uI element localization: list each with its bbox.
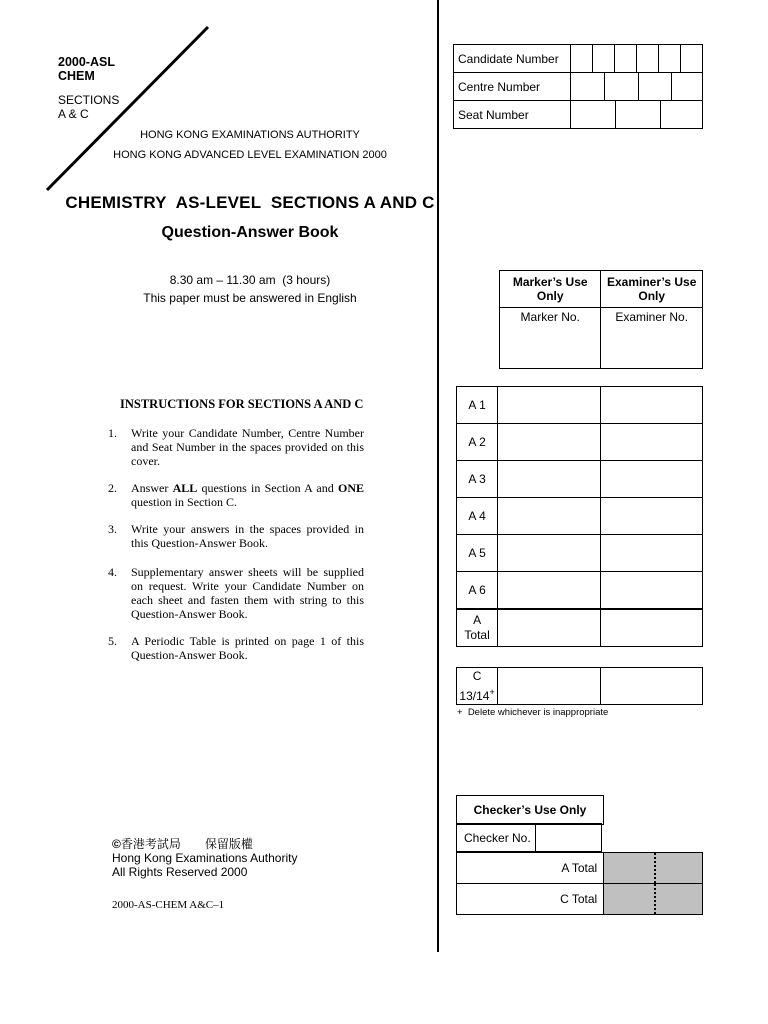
score-label: A 4 xyxy=(457,498,498,535)
score-label: A 2 xyxy=(457,424,498,461)
dotted-divider xyxy=(654,853,656,883)
examiner-score-cell[interactable] xyxy=(600,461,702,498)
marker-a-total-cell[interactable] xyxy=(498,609,600,647)
checker-c-total-label: C Total xyxy=(457,884,604,915)
copyright-chinese-text: 香港考試局 保留版權 xyxy=(120,837,253,851)
checker-no-field[interactable] xyxy=(536,823,602,852)
instruction-text-part: Answer xyxy=(131,481,173,495)
instruction-item xyxy=(108,634,364,664)
checker-a-total-cell xyxy=(604,853,703,884)
instruction-text: Supplementary answer sheets will be supplied on request. Write your Candidate Number on each sheet and fasten them with string to this Question-Answer Book. xyxy=(131,565,364,621)
marker-score-cell[interactable] xyxy=(498,424,600,461)
digit-box[interactable] xyxy=(637,45,659,73)
language-note: This paper must be answered in English xyxy=(143,291,357,305)
section-a-score-table xyxy=(456,386,703,647)
sections-line1: SECTIONS xyxy=(58,93,120,107)
centre-number-boxes[interactable] xyxy=(571,73,703,101)
a-total-label-line1: A xyxy=(473,613,482,627)
marker-score-cell[interactable] xyxy=(498,387,600,424)
exam-time: 8.30 am – 11.30 am (3 hours) xyxy=(169,273,331,287)
instruction-text: Write your Candidate Number, Centre Number and Seat Number in the spaces provided on this cover. xyxy=(131,426,364,468)
copyright-line3: All Rights Reserved 2000 xyxy=(112,865,248,879)
examiner-c-score-cell[interactable] xyxy=(600,668,702,705)
digit-box[interactable] xyxy=(661,101,702,128)
seat-number-row xyxy=(454,101,703,129)
examiner-no-cell[interactable]: Examiner No. xyxy=(601,308,703,369)
instruction-text: Write your answers in the spaces provided in this Question-Answer Book. xyxy=(131,522,364,550)
instruction-number: 4. xyxy=(108,565,117,579)
copyright-icon: © xyxy=(112,837,121,851)
exam-name: HONG KONG ADVANCED LEVEL EXAMINATION 2000 xyxy=(113,149,387,161)
paper-code-line1: 2000-ASL xyxy=(58,55,115,69)
c-label-line1: C xyxy=(472,669,482,683)
seat-number-boxes[interactable] xyxy=(571,101,703,129)
marker-no-cell[interactable]: Marker No. xyxy=(500,308,601,369)
digit-box[interactable] xyxy=(616,101,661,128)
instruction-item xyxy=(108,426,364,470)
a-total-label xyxy=(457,609,498,647)
marker-score-cell[interactable] xyxy=(498,461,600,498)
checker-totals-table xyxy=(456,852,703,915)
authority-name: HONG KONG EXAMINATIONS AUTHORITY xyxy=(140,129,360,141)
seat-number-label: Seat Number xyxy=(454,101,571,129)
marker-use-header: Marker’s Use Only xyxy=(500,271,601,308)
c-score-label xyxy=(457,668,498,705)
examiner-use-header: Examiner’s Use Only xyxy=(601,271,703,308)
examiner-score-cell[interactable] xyxy=(600,572,702,610)
paper-code xyxy=(58,55,138,83)
instruction-number: 3. xyxy=(108,522,117,536)
dotted-divider xyxy=(654,884,656,914)
instruction-number: 5. xyxy=(108,634,117,648)
checker-no-label: Checker No. xyxy=(456,823,536,852)
score-label: A 3 xyxy=(457,461,498,498)
digit-box[interactable] xyxy=(659,45,681,73)
checker-use-header: Checker’s Use Only xyxy=(456,795,604,825)
examiner-score-cell[interactable] xyxy=(600,498,702,535)
markers-use-table xyxy=(499,270,703,369)
sections-line2: A & C xyxy=(58,107,89,121)
candidate-number-row xyxy=(454,45,703,73)
instruction-emphasis: ALL xyxy=(172,481,198,495)
instruction-item xyxy=(108,565,364,623)
marker-score-cell[interactable] xyxy=(498,498,600,535)
digit-box[interactable] xyxy=(571,73,605,100)
instruction-text: A Periodic Table is printed on page 1 of this Question-Answer Book. xyxy=(131,634,364,662)
instruction-emphasis: ONE xyxy=(337,481,364,495)
digit-box[interactable] xyxy=(615,45,637,73)
checker-c-total-cell xyxy=(604,884,703,915)
instruction-text xyxy=(131,481,364,509)
marker-score-cell[interactable] xyxy=(498,535,600,572)
section-c-score-table xyxy=(456,667,703,705)
marker-c-score-cell[interactable] xyxy=(498,668,600,705)
digit-box[interactable] xyxy=(571,45,593,73)
digit-box[interactable] xyxy=(639,73,672,100)
page-code: 2000-AS-CHEM A&C–1 xyxy=(112,899,225,911)
page-divider xyxy=(437,0,439,952)
instruction-number: 1. xyxy=(108,426,117,440)
score-label: A 6 xyxy=(457,572,498,610)
copyright-chinese xyxy=(112,835,253,852)
delete-marker: + xyxy=(489,687,495,697)
instruction-text-part: question in Section C. xyxy=(131,495,237,509)
checker-a-total-label: A Total xyxy=(457,853,604,884)
delete-note: + Delete whichever is inappropriate xyxy=(457,707,609,718)
score-label: A 1 xyxy=(457,387,498,424)
instructions-heading: INSTRUCTIONS FOR SECTIONS A AND C xyxy=(120,397,364,411)
instruction-item xyxy=(108,522,364,552)
examiner-a-total-cell[interactable] xyxy=(600,609,702,647)
instruction-item xyxy=(108,481,364,511)
candidate-number-label: Candidate Number xyxy=(454,45,571,73)
examiner-score-cell[interactable] xyxy=(600,387,702,424)
c-label-line2 xyxy=(457,684,497,704)
page-subtitle: Question-Answer Book xyxy=(161,224,339,241)
instruction-number: 2. xyxy=(108,481,117,495)
digit-box[interactable] xyxy=(593,45,615,73)
digit-box[interactable] xyxy=(681,45,703,73)
page-title: CHEMISTRY AS-LEVEL SECTIONS A AND C xyxy=(65,193,435,212)
instruction-text-part: questions in Section A and xyxy=(197,481,338,495)
candidate-info-table xyxy=(453,44,703,129)
digit-box[interactable] xyxy=(571,101,616,128)
marker-score-cell[interactable] xyxy=(498,572,600,610)
digit-box[interactable] xyxy=(672,73,702,100)
digit-box[interactable] xyxy=(605,73,639,100)
examiner-score-cell[interactable] xyxy=(600,535,702,572)
score-label: A 5 xyxy=(457,535,498,572)
paper-code-line2: CHEM xyxy=(58,69,95,83)
centre-number-label: Centre Number xyxy=(454,73,571,101)
c-question-numbers: 13/14 xyxy=(459,689,490,703)
examiner-score-cell[interactable] xyxy=(600,424,702,461)
sections-label xyxy=(58,93,119,121)
copyright-line2: Hong Kong Examinations Authority xyxy=(112,851,298,865)
a-total-label-line2: Total xyxy=(464,628,490,642)
centre-number-row xyxy=(454,73,703,101)
